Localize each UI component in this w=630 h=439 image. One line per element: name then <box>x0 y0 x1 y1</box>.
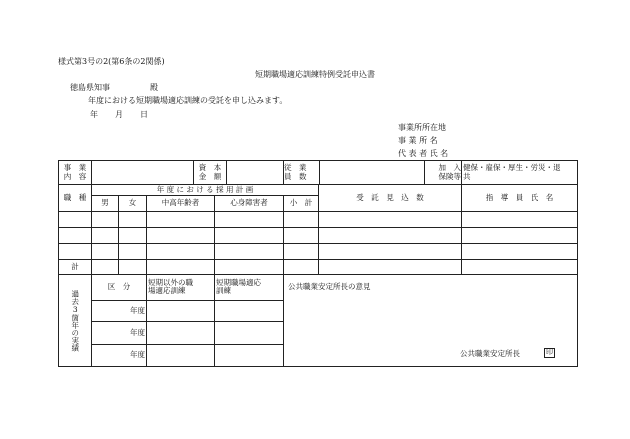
job-type-field[interactable] <box>59 228 92 244</box>
non-short-field[interactable] <box>147 322 215 344</box>
year-label: 年度 <box>92 300 147 321</box>
disabled-field[interactable] <box>215 212 284 228</box>
middle-aged-total-field[interactable] <box>147 260 215 275</box>
total-row <box>59 260 578 275</box>
acceptance-field[interactable] <box>319 228 462 244</box>
middle-aged-field[interactable] <box>147 212 215 228</box>
capital-label: 資 本 金 額 <box>193 161 226 184</box>
middle-aged-label: 中高年齢者 <box>147 196 215 212</box>
capital-field[interactable] <box>226 161 283 184</box>
request-text: 年度における短期職場適応訓練の受託を申し込みます。 <box>88 96 288 105</box>
year-label: 年度 <box>92 322 147 344</box>
employees-field[interactable] <box>319 161 424 184</box>
instructor-field[interactable] <box>462 244 578 260</box>
non-short-field[interactable] <box>147 300 215 321</box>
female-label: 女 <box>119 196 147 212</box>
representative-label: 代 表 者 氏 名 <box>398 149 449 158</box>
male-total-field[interactable] <box>92 260 119 275</box>
date-year: 年 <box>90 110 98 119</box>
business-label: 事 業 内 容 <box>59 161 92 185</box>
instructor-field[interactable] <box>462 212 578 228</box>
form-number: 様式第3号の2(第6条の2関係) <box>58 57 165 66</box>
disabled-field[interactable] <box>215 244 284 260</box>
disabled-total-field[interactable] <box>215 260 284 275</box>
opinion-area[interactable] <box>284 275 578 367</box>
honorific: 殿 <box>150 83 158 92</box>
job-type-label: 職 種 <box>59 185 92 212</box>
short-training-label: 短期職場適応 訓練 <box>215 275 284 301</box>
instructor-name-label: 指 導 員 氏 名 <box>462 185 578 212</box>
middle-aged-field[interactable] <box>147 228 215 244</box>
hiring-plan-label: 年 度 に お け る 採 用 計 画 <box>92 185 319 196</box>
insurance-label: 加 入 保険等 <box>424 161 461 184</box>
past-results-label: 過去3箇年の実績 <box>59 275 92 367</box>
female-field[interactable] <box>119 244 147 260</box>
acceptance-count-label: 受 託 見 込 数 <box>319 185 462 212</box>
year-label: 年度 <box>92 344 147 366</box>
subtotal-field[interactable] <box>284 228 319 244</box>
instructor-total-field[interactable] <box>462 260 578 275</box>
short-field[interactable] <box>215 344 284 366</box>
subtotal-field[interactable] <box>284 244 319 260</box>
disabled-label: 心身障害者 <box>215 196 284 212</box>
male-field[interactable] <box>92 212 119 228</box>
employees-label: 従 業 員 数 <box>284 162 307 181</box>
table-row <box>59 228 578 244</box>
opinion-label: 公共職業安定所長の意見 <box>288 282 371 291</box>
female-total-field[interactable] <box>119 260 147 275</box>
female-field[interactable] <box>119 212 147 228</box>
acceptance-field[interactable] <box>319 244 462 260</box>
short-field[interactable] <box>215 322 284 344</box>
total-label: 計 <box>59 260 92 275</box>
table-row <box>59 244 578 260</box>
non-short-field[interactable] <box>147 344 215 366</box>
acceptance-total-field[interactable] <box>319 260 462 275</box>
seal-mark: 印 <box>546 348 553 356</box>
business-content-field[interactable] <box>92 161 284 185</box>
short-field[interactable] <box>215 300 284 321</box>
male-label: 男 <box>92 196 119 212</box>
addressee: 徳島県知事 <box>70 83 110 92</box>
date-day: 日 <box>140 110 148 119</box>
disabled-field[interactable] <box>215 228 284 244</box>
form-title: 短期職場適応訓練特例受託申込書 <box>255 70 375 79</box>
instructor-field[interactable] <box>462 228 578 244</box>
insurance-list[interactable]: 健保・雇保・厚生・労災・退 共 <box>462 161 578 185</box>
office-address-label: 事業所所在地 <box>398 123 446 132</box>
middle-aged-field[interactable] <box>147 244 215 260</box>
male-field[interactable] <box>92 228 119 244</box>
acceptance-field[interactable] <box>319 212 462 228</box>
category-label: 区 分 <box>92 275 147 301</box>
table-row <box>59 212 578 228</box>
application-table <box>58 160 578 367</box>
subtotal-label: 小 計 <box>284 196 319 212</box>
date-month: 月 <box>115 110 123 119</box>
non-short-training-label: 短期以外の職 場適応訓練 <box>147 275 215 301</box>
office-name-label: 事 業 所 名 <box>398 136 438 145</box>
subtotal-total-field[interactable] <box>284 260 319 275</box>
employees-cell <box>284 161 462 185</box>
female-field[interactable] <box>119 228 147 244</box>
subtotal-field[interactable] <box>284 212 319 228</box>
male-field[interactable] <box>92 244 119 260</box>
job-type-field[interactable] <box>59 212 92 228</box>
director-label: 公共職業安定所長 <box>460 349 520 358</box>
job-type-field[interactable] <box>59 244 92 260</box>
